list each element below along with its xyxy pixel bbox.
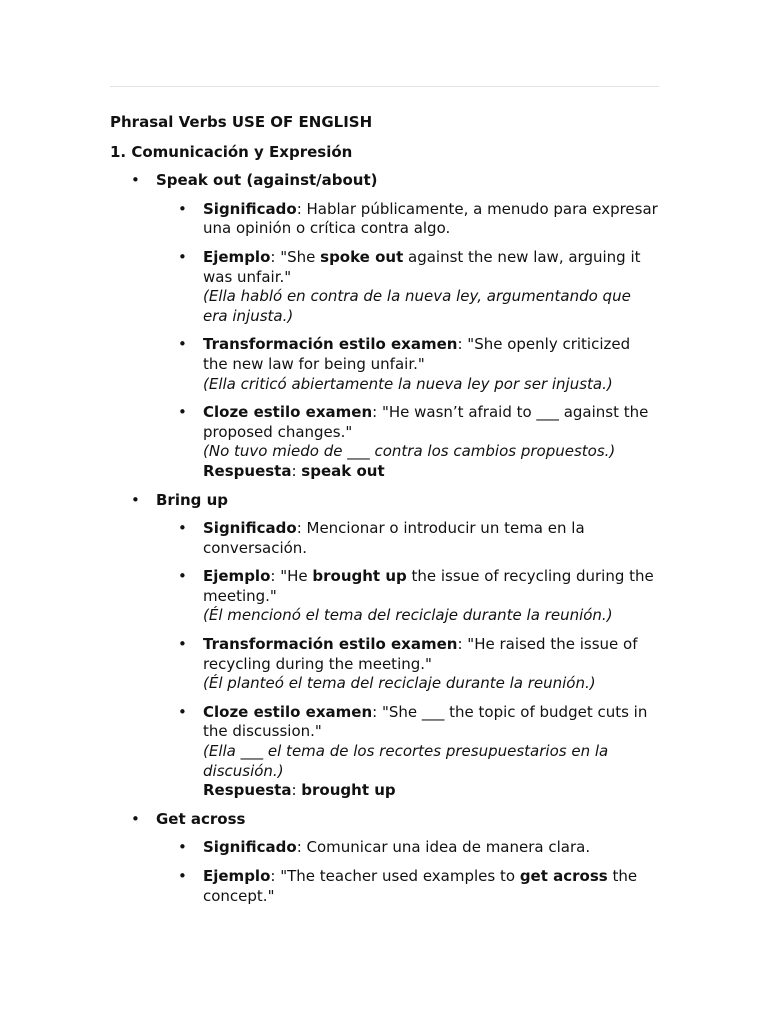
verb-name: Bring up <box>156 490 229 509</box>
document-title: Phrasal Verbs USE OF ENGLISH <box>110 113 373 131</box>
respuesta-value: speak out <box>301 461 385 480</box>
ejemplo-item <box>178 567 658 626</box>
significado-text: : Comunicar una idea de manera clara. <box>296 838 591 857</box>
bullet-icon: • <box>131 809 140 828</box>
verb-name: Get across <box>156 809 246 828</box>
bullet-icon: • <box>131 490 140 509</box>
ejemplo-translation: (Él mencionó el tema del reciclaje durante la reunión.) <box>203 606 613 625</box>
ejemplo-label: Ejemplo <box>203 867 271 885</box>
significado-label: Significado <box>203 199 297 218</box>
bullet-icon: • <box>178 867 187 885</box>
transformacion-item <box>178 335 658 394</box>
bullet-icon: • <box>131 171 140 190</box>
bullet-icon: • <box>178 403 187 422</box>
verb-item-get-across <box>131 809 665 906</box>
ejemplo-text-post: against the new law, arguing it was unfair." <box>203 247 641 286</box>
ejemplo-phrasal-verb: brought up <box>312 567 407 586</box>
significado-item <box>178 838 658 858</box>
bullet-icon: • <box>178 567 187 586</box>
transformacion-label: Transformación estilo examen <box>203 335 458 354</box>
ejemplo-label: Ejemplo <box>203 247 271 266</box>
cloze-translation: (No tuvo miedo de ___ contra los cambios propuestos.) <box>203 442 616 461</box>
significado-label: Significado <box>203 838 297 857</box>
cloze-label: Cloze estilo examen <box>203 702 373 721</box>
ejemplo-item <box>178 247 658 326</box>
respuesta-value: brought up <box>301 781 396 800</box>
cloze-item <box>178 702 658 801</box>
bullet-icon: • <box>178 838 187 857</box>
document-body <box>110 113 665 915</box>
cloze-translation: (Ella ___ el tema de los recortes presupuestarios en la discusión.) <box>203 742 609 780</box>
significado-text: : Mencionar o introducir un tema en la conversación. <box>203 519 585 557</box>
transformacion-text: : "He raised the issue of recycling during the meeting." <box>203 635 638 673</box>
cloze-label: Cloze estilo examen <box>203 403 373 422</box>
top-divider <box>110 86 659 87</box>
bullet-icon: • <box>178 635 187 654</box>
ejemplo-item <box>178 867 658 906</box>
significado-text: : Hablar públicamente, a menudo para expresar una opinión o crítica contra algo. <box>203 199 658 238</box>
bullet-icon: • <box>178 335 187 354</box>
transformacion-item <box>178 635 658 694</box>
bullet-icon: • <box>178 199 187 218</box>
transformacion-translation: (Ella criticó abiertamente la nueva ley por ser injusta.) <box>203 374 613 393</box>
verb-name: Speak out (against/about) <box>156 171 378 190</box>
significado-label: Significado <box>203 519 297 538</box>
ejemplo-text-post: the issue of recycling during the meeting." <box>203 567 654 605</box>
cloze-text: : "She ___ the topic of budget cuts in the discussion." <box>203 702 648 741</box>
ejemplo-phrasal-verb: get across <box>519 867 608 885</box>
ejemplo-label: Ejemplo <box>203 567 271 586</box>
significado-item <box>178 199 658 239</box>
verb-item-speak-out <box>131 171 665 481</box>
ejemplo-text-pre: : "He <box>270 567 313 586</box>
transformacion-label: Transformación estilo examen <box>203 635 458 654</box>
bullet-icon: • <box>178 247 187 266</box>
verb-item-bring-up <box>131 490 665 801</box>
ejemplo-text-pre: : "She <box>270 247 321 266</box>
ejemplo-text-post: the concept." <box>203 867 638 905</box>
respuesta-line <box>203 462 658 482</box>
bullet-icon: • <box>178 702 187 721</box>
ejemplo-translation: (Ella habló en contra de la nueva ley, argumentando que era injusta.) <box>203 287 631 325</box>
respuesta-label: Respuesta <box>203 461 292 480</box>
respuesta-line <box>203 781 658 801</box>
bullet-icon: • <box>178 519 187 538</box>
cloze-text: : "He wasn’t afraid to ___ against the proposed changes." <box>203 403 649 441</box>
respuesta-label: Respuesta <box>203 781 292 800</box>
respuesta-sep: : <box>291 461 302 480</box>
ejemplo-phrasal-verb: spoke out <box>320 247 404 266</box>
transformacion-translation: (Él planteó el tema del reciclaje durante la reunión.) <box>203 674 596 693</box>
ejemplo-text-pre: : "The teacher used examples to <box>270 867 520 885</box>
significado-item <box>178 519 658 558</box>
transformacion-text: : "She openly criticized the new law for being unfair." <box>203 335 631 373</box>
cloze-item <box>178 403 658 481</box>
section-heading: 1. Comunicación y Expresión <box>110 142 353 161</box>
respuesta-sep: : <box>291 781 302 800</box>
